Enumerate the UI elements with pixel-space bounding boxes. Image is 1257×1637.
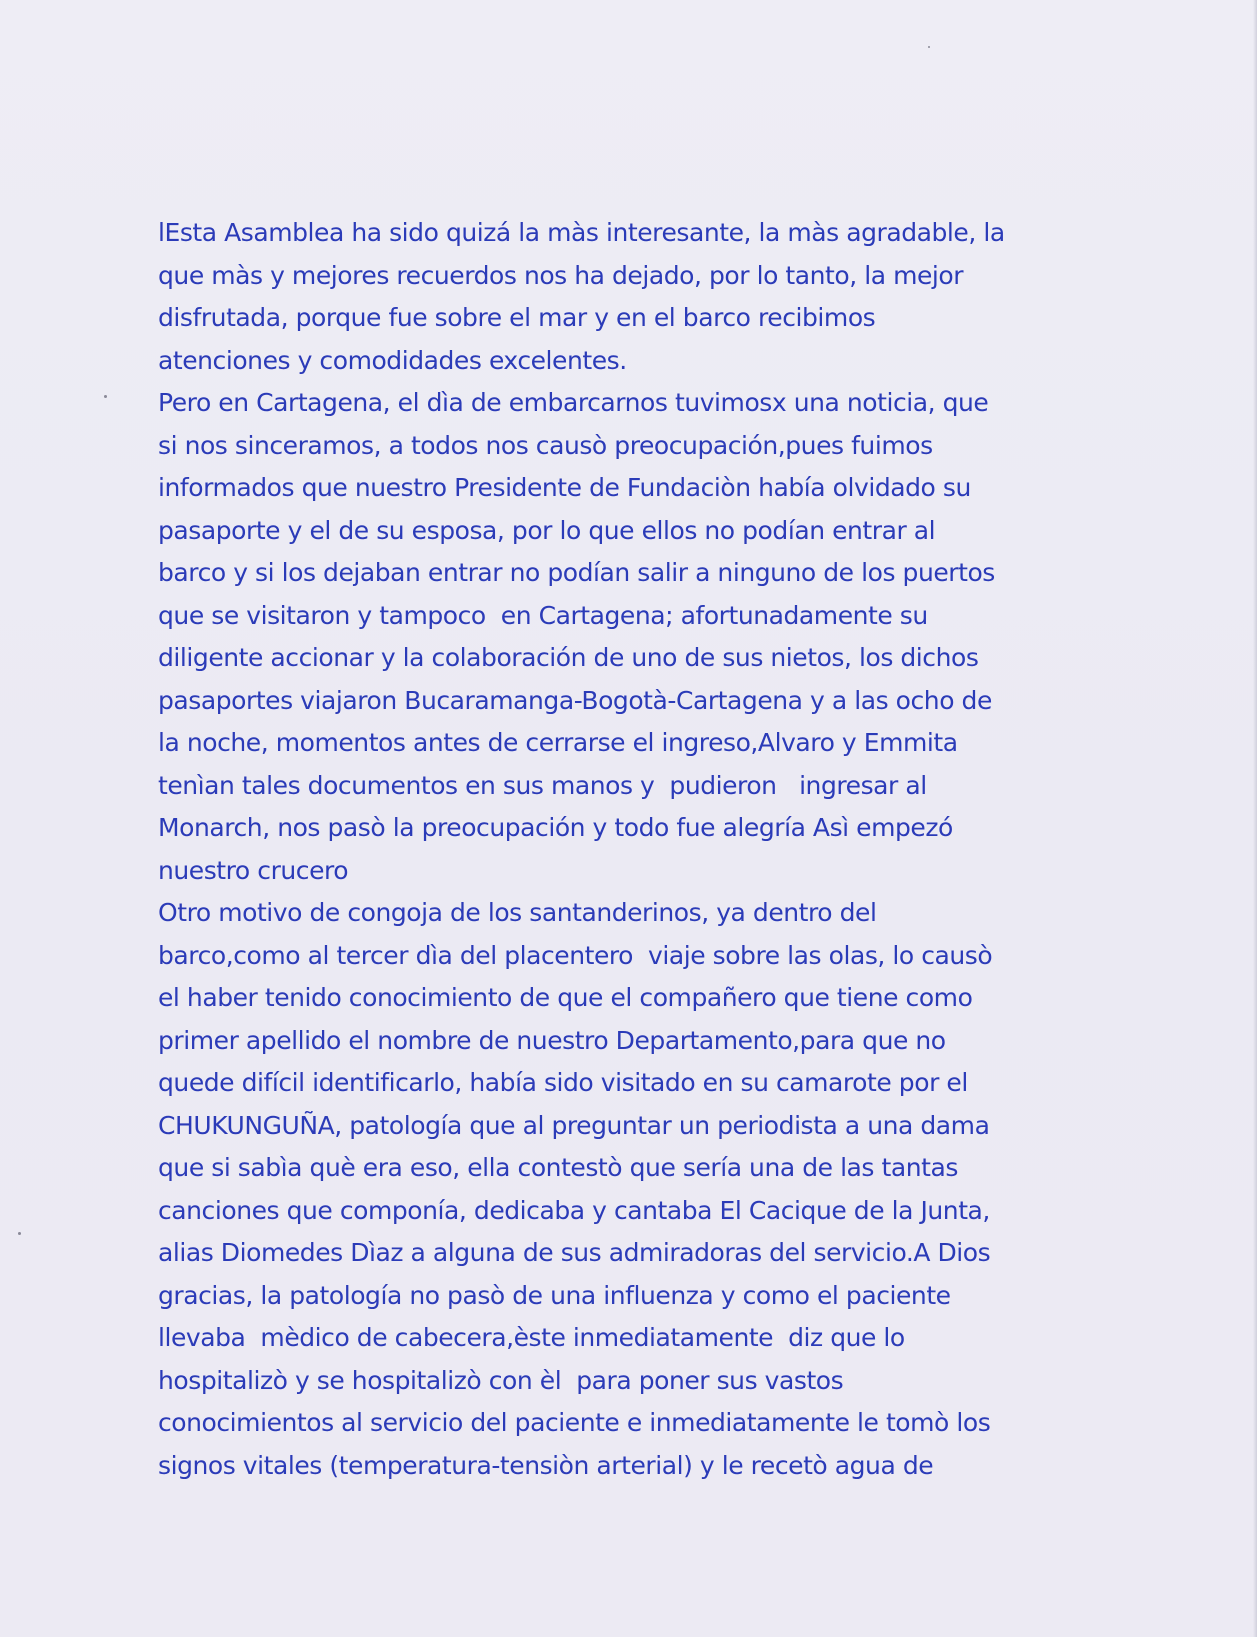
scan-speck: [928, 46, 930, 48]
text-line: la noche, momentos antes de cerrarse el ingreso,Alvaro y Emmita: [158, 728, 958, 757]
text-line: que se visitaron y tampoco en Cartagena; afortunadamente su: [158, 600, 928, 630]
text-line: conocimientos al servicio del paciente e inmediatamente le tomò los: [158, 1408, 991, 1437]
scan-speck: [104, 395, 107, 398]
text-line: que si sabìa què era eso, ella contestò que sería una de las tantas: [158, 1153, 958, 1182]
text-line: barco,como al tercer dìa del placentero viaje sobre las olas, lo causò: [158, 940, 993, 970]
text-line: canciones que componía, dedicaba y cantaba El Cacique de la Junta,: [158, 1195, 990, 1225]
page-edge-shadow: [1253, 0, 1257, 1637]
text-line: diligente accionar y la colaboración de uno de sus nietos, los dichos: [158, 643, 979, 672]
scan-speck: [18, 1232, 21, 1235]
document-body: [158, 212, 1158, 1487]
text-line: el haber tenido conocimiento de que el compañero que tiene como: [158, 983, 973, 1012]
text-line: disfrutada, porque fue sobre el mar y en el barco recibimos: [158, 303, 876, 332]
text-line: pasaporte y el de su esposa, por lo que ellos no podían entrar al: [158, 515, 936, 545]
text-line: Pero en Cartagena, el dìa de embarcarnos tuvimosx una noticia, que: [158, 388, 989, 417]
text-line: llevaba mèdico de cabecera,èste inmediatamente diz que lo: [158, 1323, 905, 1352]
text-line: informados que nuestro Presidente de Fundaciòn había olvidado su: [158, 473, 971, 502]
text-line: hospitalizò y se hospitalizò con èl para poner sus vastos: [158, 1365, 844, 1395]
text-line: Otro motivo de congoja de los santanderinos, ya dentro del: [158, 898, 877, 927]
text-line: primer apellido el nombre de nuestro Departamento,para que no: [158, 1025, 946, 1055]
text-line: gracias, la patología no pasò de una influenza y como el paciente: [158, 1280, 951, 1310]
text-line: CHUKUNGUÑA, patología que al preguntar un periodista a una dama: [158, 1110, 990, 1140]
text-line: pasaportes viajaron Bucaramanga-Bogotà-Cartagena y a las ocho de: [158, 685, 992, 715]
text-line: barco y si los dejaban entrar no podían salir a ninguno de los puertos: [158, 558, 995, 587]
text-line: signos vitales (temperatura-tensiòn arterial) y le recetò agua de: [158, 1450, 934, 1480]
text-line: Monarch, nos pasò la preocupación y todo fue alegría Asì empezó: [158, 813, 953, 842]
text-line: alias Diomedes Dìaz a alguna de sus admiradoras del servicio.A Dios: [158, 1238, 991, 1267]
text-line: si nos sinceramos, a todos nos causò preocupación,pues fuimos: [158, 430, 933, 460]
text-line: que màs y mejores recuerdos nos ha dejado, por lo tanto, la mejor: [158, 260, 964, 290]
text-line: atenciones y comodidades excelentes.: [158, 345, 627, 375]
text-line: quede difícil identificarlo, había sido visitado en su camarote por el: [158, 1068, 968, 1097]
text-line: lEsta Asamblea ha sido quizá la màs interesante, la màs agradable, la: [158, 218, 1005, 247]
text-line: tenìan tales documentos en sus manos y pudieron ingresar al: [158, 770, 927, 800]
text-line: nuestro crucero: [158, 855, 349, 885]
